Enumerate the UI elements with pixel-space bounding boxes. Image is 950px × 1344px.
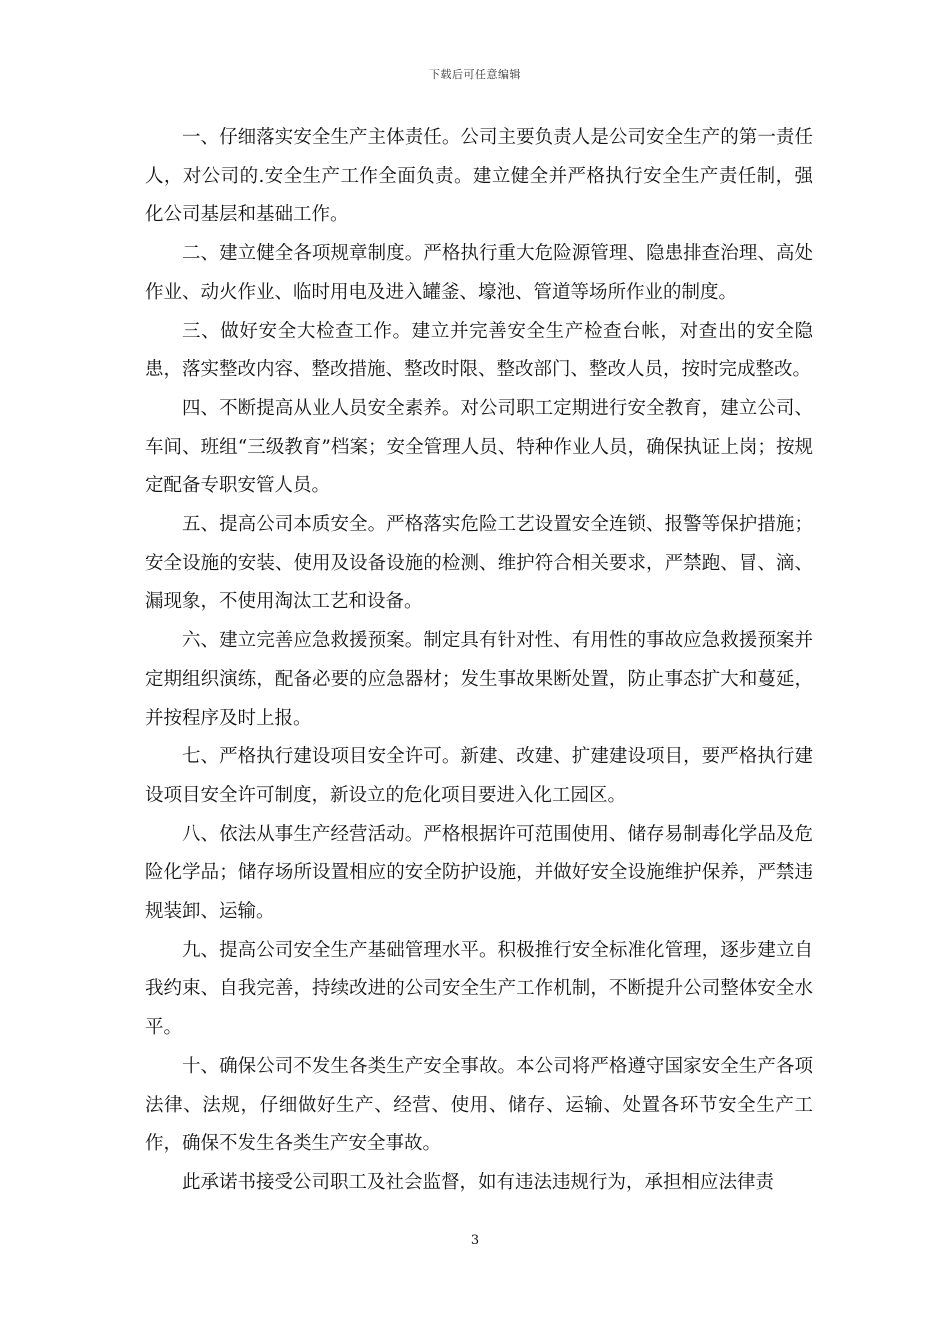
paragraph-9: 九、提高公司安全生产基础管理水平。积极推行安全标准化管理，逐步建立自我约束、自我完善，持续改进的公司安全生产工作机制，不断提升公司整体安全水平。 [145,939,813,1039]
paragraph-11: 此承诺书接受公司职工及社会监督，如有违法违规行为，承担相应法律责 [182,1171,775,1193]
paragraph-3: 三、做好安全大检查工作。建立并完善安全生产检查台帐，对查出的安全隐患，落实整改内容、整改措施、整改时限、整改部门、整改人员，按时完成整改。 [145,320,813,381]
paragraph-8: 八、依法从事生产经营活动。严格根据许可范围使用、储存易制毒化学品及危险化学品；储存场所设置相应的安全防护设施，并做好安全设施维护保养，严禁违规装卸、运输。 [145,823,813,923]
document-body [145,119,813,1203]
paragraph-10: 十、确保公司不发生各类生产安全事故。本公司将严格遵守国家安全生产各项法律、法规，仔细做好生产、经营、使用、储存、运输、处置各环节安全生产工作，确保不发生各类生产安全事故。 [145,1055,813,1155]
paragraph-2: 二、建立健全各项规章制度。严格执行重大危险源管理、隐患排查治理、高处作业、动火作业、临时用电及进入罐釜、壕池、管道等场所作业的制度。 [145,243,813,303]
paragraph-7: 七、严格执行建设项目安全许可。新建、改建、扩建建设项目，要严格执行建设项目安全许可制度，新设立的危化项目要进入化工园区。 [145,746,813,806]
page-number: 3 [470,1233,480,1248]
paragraph-4: 四、不断提高从业人员安全素养。对公司职工定期进行安全教育，建立公司、车间、班组“三级教育”档案；安全管理人员、特种作业人员，确保执证上岗；按规定配备专职安管人员。 [145,397,813,497]
paragraph-6: 六、建立完善应急救援预案。制定具有针对性、有用性的事故应急救援预案并定期组织演练，配备必要的应急器材；发生事故果断处置，防止事态扩大和蔓延，并按程序及时上报。 [145,630,813,729]
paragraph-5: 五、提高公司本质安全。严格落实危险工艺设置安全连锁、报警等保护措施；安全设施的安装、使用及设备设施的检测、维护符合相关要求，严禁跑、冒、滴、漏现象，不使用淘汰工艺和设备。 [145,514,813,613]
page-header: 下载后可任意编辑 [429,68,521,81]
paragraph-1: 一、仔细落实安全生产主体责任。公司主要负责人是公司安全生产的第一责任人，对公司的.安全生产工作全面负责。建立健全并严格执行安全生产责任制，强化公司基层和基础工作。 [145,127,813,226]
